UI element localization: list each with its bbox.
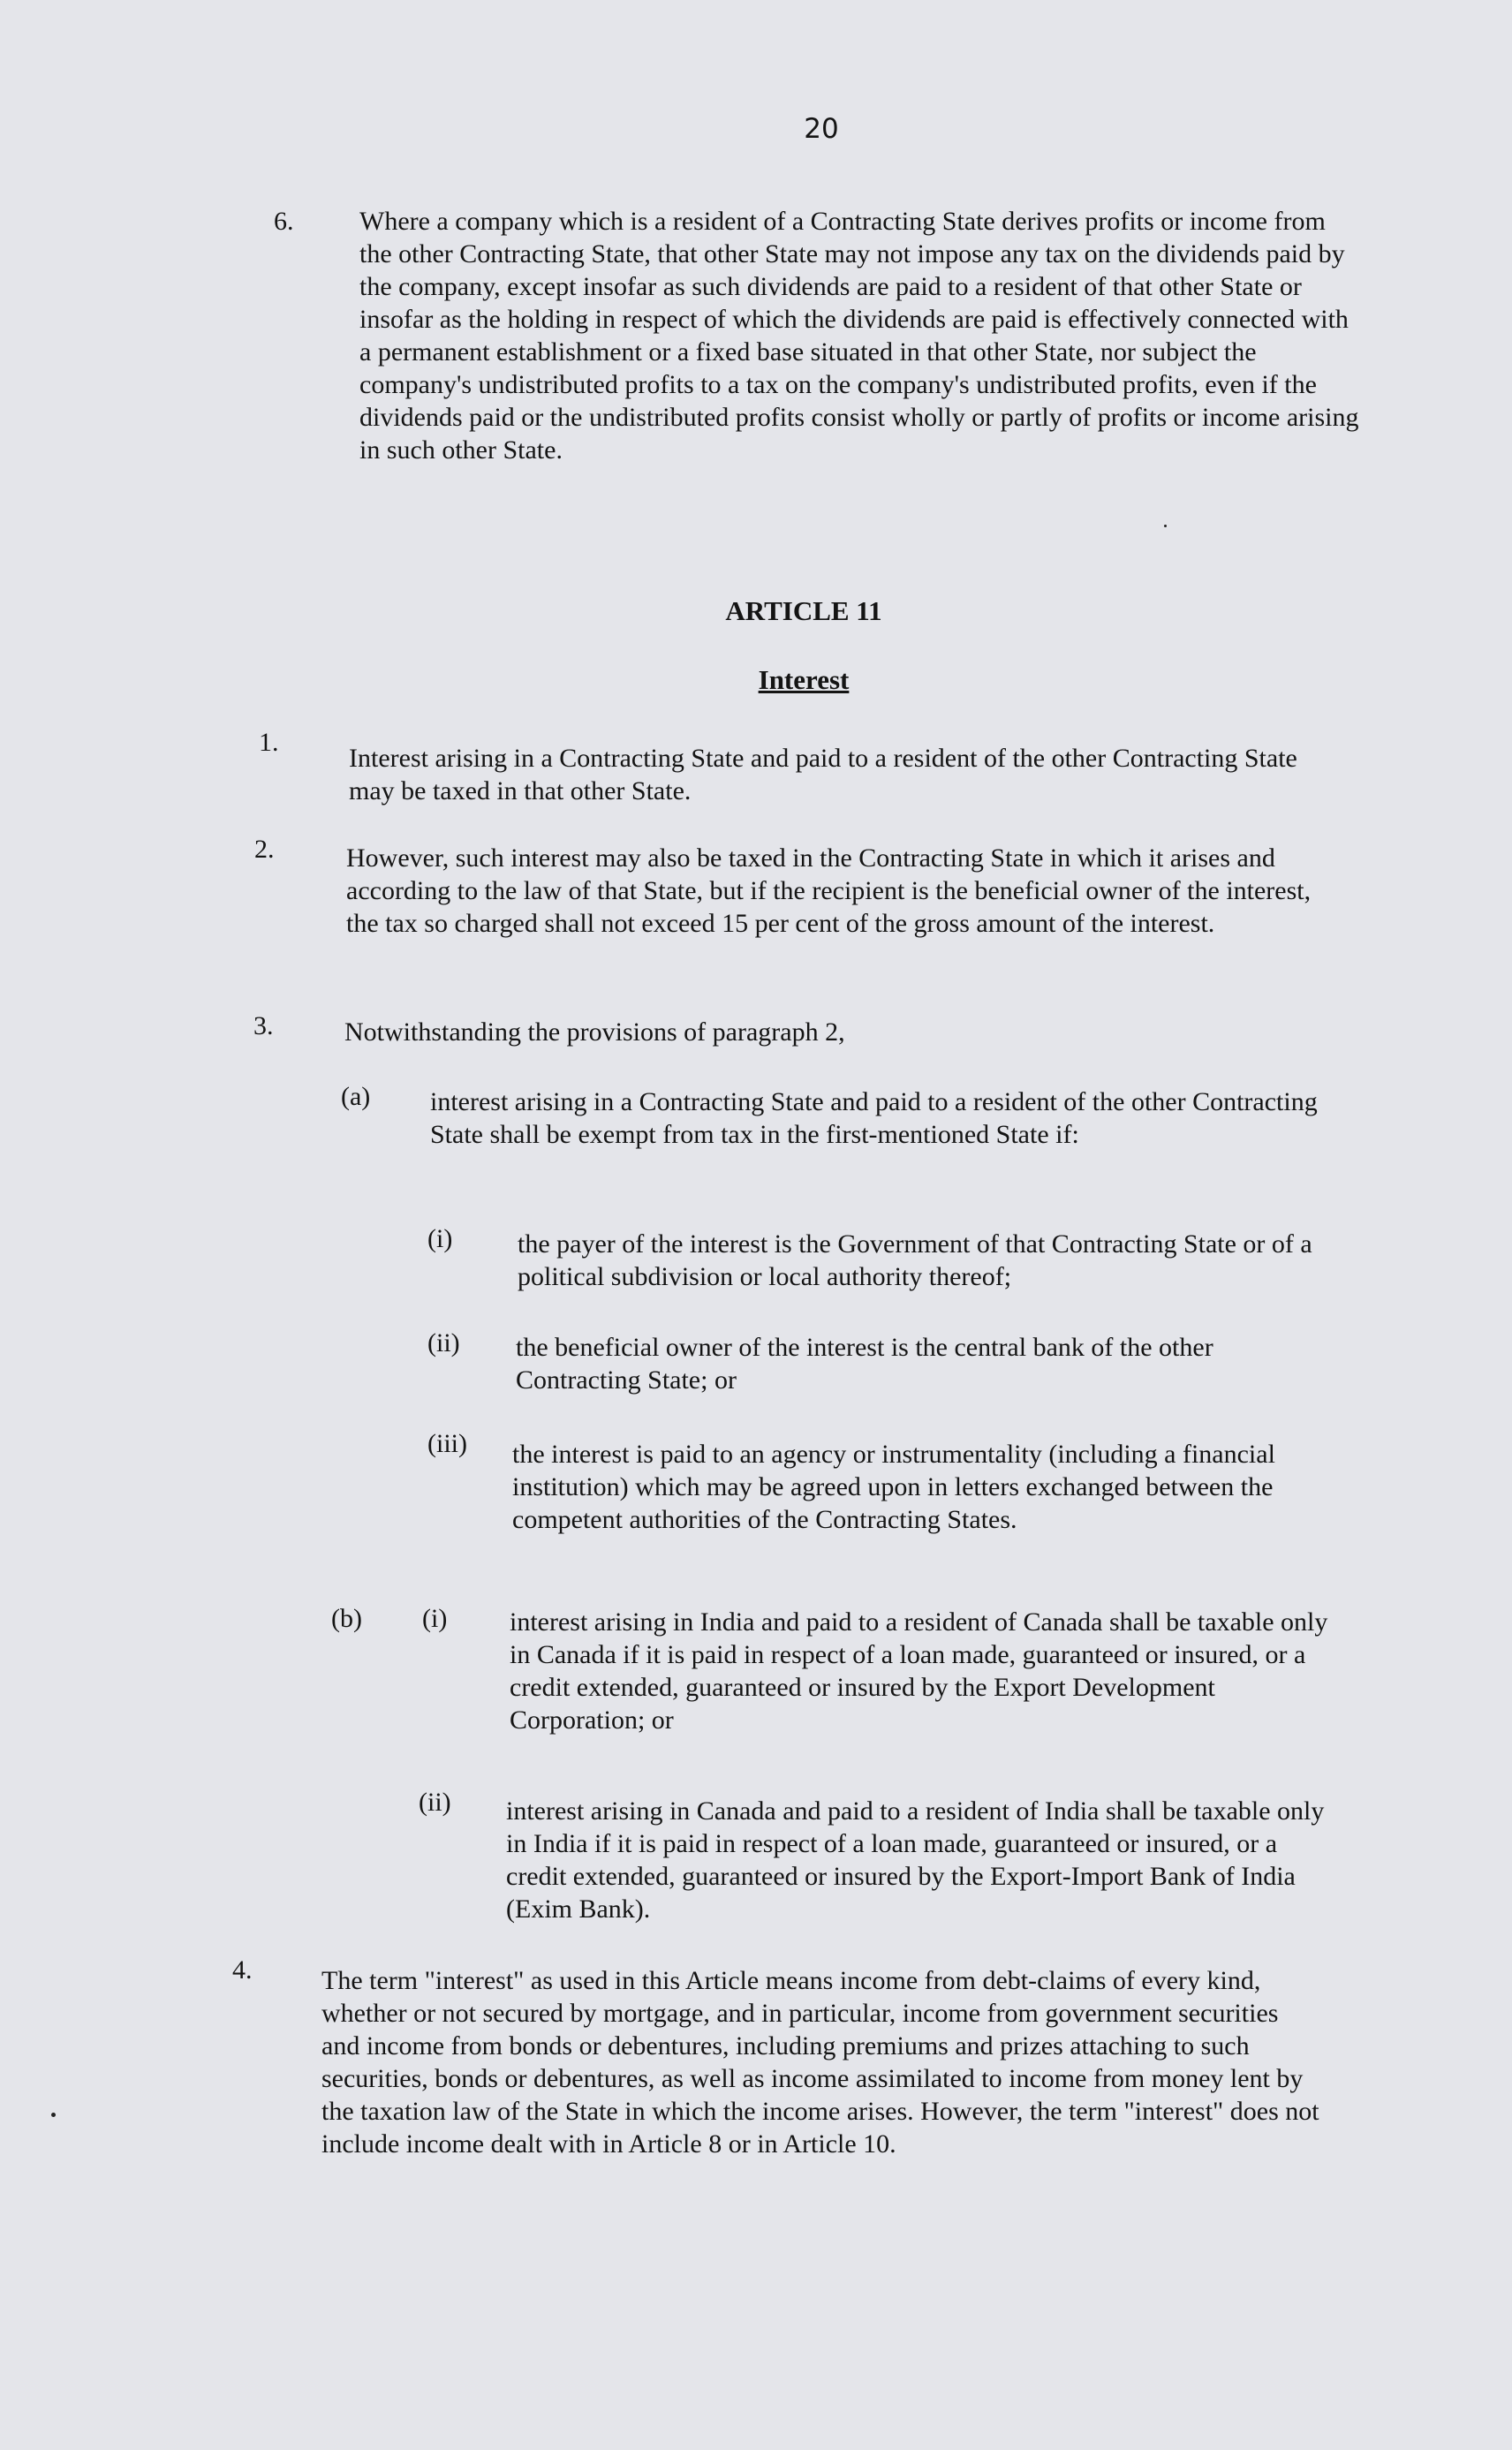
para-3a-label: (a) [341, 1082, 371, 1111]
article-subtitle: Interest [758, 664, 850, 695]
para-2-number: 2. [254, 835, 275, 864]
para-6-number: 6. [274, 207, 294, 236]
para-3a-i-text: the payer of the interest is the Government of that Contracting State or of a political subdivision or local authority thereof; [518, 1229, 1312, 1291]
para-3-number: 3. [253, 1011, 274, 1040]
para-3-text: Notwithstanding the provisions of paragraph 2, [344, 1017, 845, 1047]
para-3a-ii-label: (ii) [427, 1328, 460, 1357]
para-3a-text: interest arising in a Contracting State and paid to a resident of the other Contracting State shall be exempt from tax in the first-mentioned State if: [430, 1087, 1318, 1149]
para-3a-ii-text: the beneficial owner of the interest is the central bank of the other Contracting State; or [516, 1333, 1213, 1395]
article-title: ARTICLE 11 [725, 595, 882, 626]
para-6-text: Where a company which is a resident of a Contracting State derives profits or income from the other Contracting State, that other State may not impose any tax on the dividends paid by the company, except insofar as such dividends are paid to a resident of that other State or insofar as the holding in respect of which the dividends are paid is effectively connected with a permanent establishment or a fixed base situated in that other State, nor subject the company's undistributed profits to a tax on the company's undistributed profits, even if the dividends paid or the undistributed profits consist wholly or partly of profits or income arising in such other State. [359, 207, 1359, 465]
para-3b-label: (b) [331, 1604, 362, 1633]
para-3a-i-label: (i) [427, 1224, 453, 1253]
para-3a-iii-text: the interest is paid to an agency or instrumentality (including a financial institution) which may be agreed upon in letters exchanged between the competent authorities of the Contracting States. [512, 1440, 1275, 1534]
para-3b-ii-label: (ii) [419, 1788, 451, 1817]
scan-speck [1164, 525, 1167, 527]
para-1-text: Interest arising in a Contracting State and paid to a resident of the other Contracting State may be taxed in that other State. [349, 744, 1297, 805]
para-3b-ii-text: interest arising in Canada and paid to a resident of India shall be taxable only in India if it is paid in respect of a loan made, guaranteed or insured, or a credit extended, guaranteed or insured by the Export-Import Bank of India (Exim Bank). [506, 1796, 1325, 1924]
para-1-number: 1. [259, 728, 279, 757]
page-number: 20 [804, 113, 839, 145]
para-3a-iii-label: (iii) [427, 1429, 467, 1458]
para-2-text: However, such interest may also be taxed in the Contracting State in which it arises and according to the law of that State, but if the recipient is the beneficial owner of the interest, the tax so charged shall not exceed 15 per cent of the gross amount of the interest. [346, 843, 1312, 938]
para-3b-i-text: interest arising in India and paid to a resident of Canada shall be taxable only in Canada if it is paid in respect of a loan made, guaranteed or insured, or a credit extended, guaranteed or insured by the Export Development Corporation; or [510, 1607, 1328, 1735]
para-4-text: The term "interest" as used in this Article means income from debt-claims of every kind, whether or not secured by mortgage, and in particular, income from government securities and income from bonds or debentures, including premiums and prizes attaching to such securities, bonds or debentures, as well as income assimilated to income from money lent by the taxation law of the State in which the income arises. However, the term "interest" does not include income dealt with in Article 8 or in Article 10. [321, 1966, 1319, 2159]
scan-speck [51, 2113, 56, 2117]
para-4-number: 4. [232, 1955, 253, 1985]
para-3b-i-label: (i) [422, 1604, 448, 1633]
